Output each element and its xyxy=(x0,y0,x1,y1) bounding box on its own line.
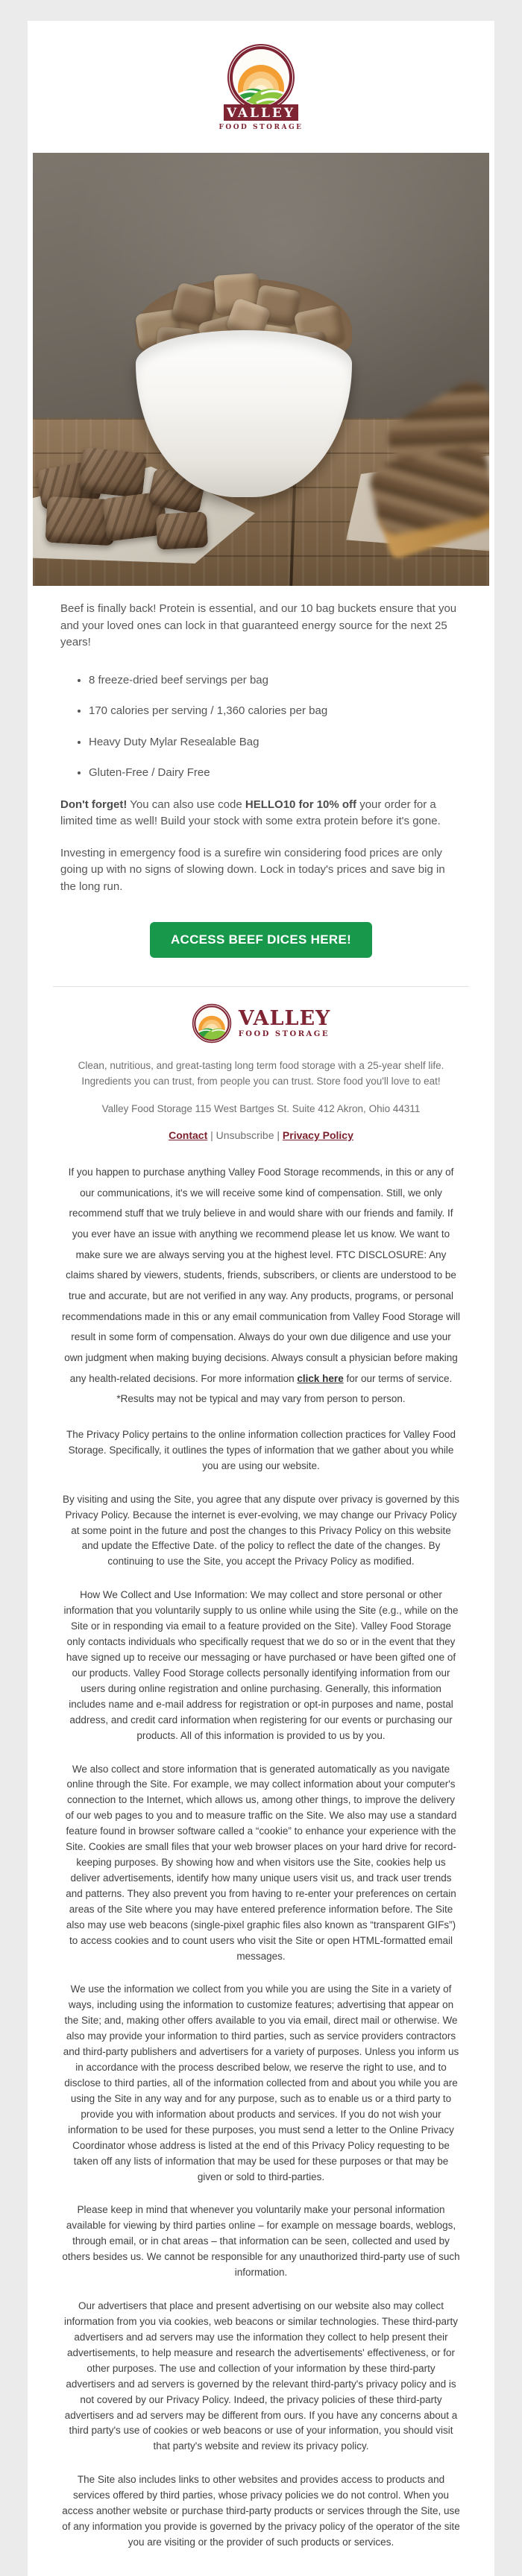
valley-food-storage-logo-icon xyxy=(201,43,321,131)
footer-links: Contact | Unsubscribe | Privacy Policy xyxy=(169,1128,353,1141)
footer-divider xyxy=(53,986,469,987)
hero-beef-bowl-image xyxy=(33,153,489,586)
promo-paragraph: Don't forget! You can also use code HELLO10 for 10% off your order for a limited time as well! Build your stock with some extra protein before it's gone. xyxy=(60,798,441,827)
privacy-paragraph: How We Collect and Use Information: We may collect and store personal or other information that you voluntarily supply to us online while using the Site (e.g., while on the Site or in responding via email to a feature provided on the Site). Valley Food Storage only contacts individuals who specifically request that we do so or in the event that they have signed up to receive our messaging or have purchased or have been gifted one of our products. Valley Food Storage collects personally identifying information from our users during online registration and online purchasing. Generally, this information includes name and e-mail address for registration or opt-in purposes and name, postal address, and credit card information when registering for our events or purchasing our products. All of this information is provided to us by you. xyxy=(63,1589,459,1741)
email-copy xyxy=(28,601,494,895)
footer-wordmark xyxy=(239,1008,331,1038)
valley-emblem-icon xyxy=(192,1003,232,1044)
investing-paragraph: Investing in emergency food is a surefire win considering food prices are only going up with no signs of slowing down. Lock in today's prices and save big in the long run. xyxy=(60,846,445,893)
privacy-paragraph: The Site also includes links to other websites and provides access to products and services offered by third parties, whose privacy policies we do not control. When you access another website or purchase third-party products or services through the Site, use of any information you provide is governed by the privacy policy of the operator of the site you are visiting or the provider of such products or services. xyxy=(62,2474,460,2548)
privacy-paragraph: Please keep in mind that whenever you voluntarily make your personal information available for viewing by third parties online – for example on message boards, weblogs, through email, or in chat areas – that information can be seen, collected and used by others besides us. We cannot be responsible for any unauthorized third-party use of such information. xyxy=(62,2204,460,2279)
dont-forget-label: Don't forget! xyxy=(60,798,128,811)
ftc-disclosure-paragraph: If you happen to purchase anything Valley Food Storage recommends, in this or any of our communications, it's we will receive some kind of compensation. Still, we only recommend stuff that we truly believe in and would share with our friends and family. If you ever have an issue with anything we recommend please let us know. We want to make sure we are always serving you at the highest level. FTC DISCLOSURE: Any claims shared by viewers, students, friends, subscribers, or clients are understood to be true and accurate, but are not verified in any way. Any products, programs, or personal recommendations made in this or any email communication from Valley Food Storage will result in some form of compensation. Always do your own due diligence and use your own judgment when making buying decisions. Always consult a physician before making any health-related decisions. For more information click here for our terms of service. *Results may not be typical and may vary from person to person. xyxy=(62,1166,460,1405)
footer-wordmark-valley: VALLEY xyxy=(238,1007,331,1030)
footer-address: Valley Food Storage 115 West Bartges St. Suite 412 Akron, Ohio 44311 xyxy=(101,1102,421,1114)
logo-wordmark-sub: FOOD STORAGE xyxy=(218,124,304,131)
cta-section xyxy=(28,922,494,958)
footer-tagline: Clean, nutritious, and great-tasting long term food storage with a 25-year shelf life. Ingredients you can trust, from people you can trust. Store food you'll love to eat! xyxy=(78,1060,444,1087)
privacy-paragraph: The Privacy Policy pertains to the online information collection practices for Valley Food Storage. Specifically, it outlines the types of information that we gather about you while you are using our website. xyxy=(66,1428,456,1471)
footer-wordmark-sub: FOOD STORAGE xyxy=(238,1030,330,1038)
privacy-paragraph: We also collect and store information that is generated automatically as you navigate online through the Site. For example, we may collect information about your computer's connection to the Internet, which allows us, among other things, to improve the delivery of our web pages to you and to measure traffic on the Site. We also may use a standard feature found in browser software called a “cookie” to enhance your experience with the Site. Cookies are small files that your web browser places on your hard drive for record-keeping purposes. By showing how and when visitors use the Site, cookies help us deliver advertisements, identify how many unique users visit us, and track user trends and patterns. They also prevent you from having to re-enter your preferences on certain areas of the Site where you may have entered preference information before. The Site also may use web beacons (single-pixel graphic files also known as “transparent GIFs”) to access cookies and to count users who visit the Site or open HTML-formatted email messages. xyxy=(65,1763,457,1962)
privacy-paragraph: By visiting and using the Site, you agree that any dispute over privacy is governed by this Privacy Policy. Because the internet is ever-evolving, we may change our Privacy Policy at some point in the future and post the changes to this Privacy Policy on this website and update the Effective Date. of the policy to reflect the date of the changes. By continuing to use the Site, you accept the Privacy Policy as modified. xyxy=(62,1493,460,1568)
unsubscribe-link[interactable]: Unsubscribe xyxy=(216,1128,274,1141)
email-body-card xyxy=(28,21,494,2576)
legal-section xyxy=(28,1162,494,2551)
bullet-glutenfree: • Gluten-Free / Dairy Free xyxy=(89,765,462,782)
privacy-policy-link[interactable]: Privacy Policy xyxy=(282,1128,353,1141)
promo-code: HELLO10 for 10% off xyxy=(245,798,357,811)
terms-of-service-link[interactable]: click here xyxy=(297,1372,344,1384)
intro-paragraph: Beef is finally back! Protein is essential, and our 10 bag buckets ensure that you and your loved ones can lock in that guaranteed energy source for the next 25 years! xyxy=(60,602,457,648)
privacy-paragraph: We use the information we collect from you while you are using the Site in a variety of ways, including using the information to customize features; advertising that appear on the Site; and, making other offers available to you via email, direct mail or otherwise. We also may provide your information to third parties, such as service providers contractors and third-party publishers and advertisers for a variety of purposes. Unless you inform us in accordance with the process described below, we reserve the right to use, and to disclose to third parties, all of the information collected from and about you while you are using the Site in any way and for any purpose, such as to enable us or a third party to provide you with information about products and services. If you do not wish your information to be used for these purposes, you must send a letter to the Online Privacy Coordinator whose address is listed at the end of this Privacy Policy requesting to be taken off any lists of information that may be used for these purposes or that may be given or sold to third-parties. xyxy=(63,1983,459,2182)
contact-link[interactable]: Contact xyxy=(169,1128,208,1141)
product-bullet-list xyxy=(89,672,462,782)
footer-logo xyxy=(28,1003,494,1044)
access-beef-dices-button[interactable]: ACCESS BEEF DICES HERE! xyxy=(150,922,372,958)
bullet-servings: • 8 freeze-dried beef servings per bag xyxy=(89,672,462,689)
bullet-bag: • Heavy Duty Mylar Resealable Bag xyxy=(89,734,462,751)
bullet-calories: • 170 calories per serving / 1,360 calories per bag xyxy=(89,703,462,720)
privacy-paragraph: Our advertisers that place and present advertising on our website also may collect information from you via cookies, web beacons or similar technologies. These third-party advertisers and ad servers may use the information they collect to help present their advertisements, to help measure and research the advertisements' effectiveness, or for other purposes. The use and collection of your information by these third-party advertisers and ad servers is governed by the relevant third-party's privacy policy and is not covered by our Privacy Policy. Indeed, the privacy policies of these third-party advertisers and ad servers may be different from ours. If you have any concerns about a third party's use of cookies or web beacons or use of your information, you should visit that party's website and review its privacy policy. xyxy=(64,2300,458,2452)
header-logo xyxy=(28,21,494,135)
logo-wordmark: VALLEY xyxy=(226,106,296,121)
blurred-beef-strips xyxy=(361,362,489,534)
